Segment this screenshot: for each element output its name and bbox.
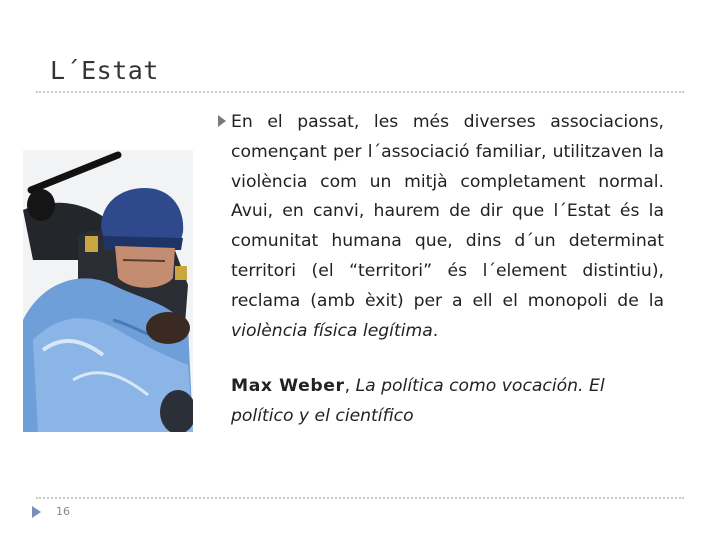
- bullet-arrow-icon: [218, 115, 226, 127]
- bullet-body: En el passat, les més diverses associacions, començant per l´associació familiar, utilitzaven la violència com un mitjà completament normal. Avui, en canvi, haurem de dir que l´Estat és la comunitat humana que, dins d´un determinat territori (el “territori” és l´element distintiu), reclama (amb èxit) per a ell el monopoli de la: [231, 112, 664, 311]
- title-divider: [36, 91, 684, 93]
- footer-divider: [36, 497, 684, 499]
- citation-separator: ,: [344, 376, 356, 396]
- page-marker-icon: [32, 506, 41, 518]
- photo: [23, 150, 193, 432]
- bullet-end: .: [432, 320, 439, 341]
- citation-author: Max Weber: [231, 376, 345, 396]
- slide-title: L´Estat: [50, 56, 159, 85]
- bullet-emphasis: violència física legítima: [231, 320, 433, 341]
- page-number: 16: [56, 505, 70, 518]
- riot-police-photo: [23, 150, 193, 432]
- citation: [231, 372, 671, 432]
- citation-work: La política como vocación. El político y el científico: [231, 376, 605, 426]
- bullet-paragraph: [231, 108, 664, 346]
